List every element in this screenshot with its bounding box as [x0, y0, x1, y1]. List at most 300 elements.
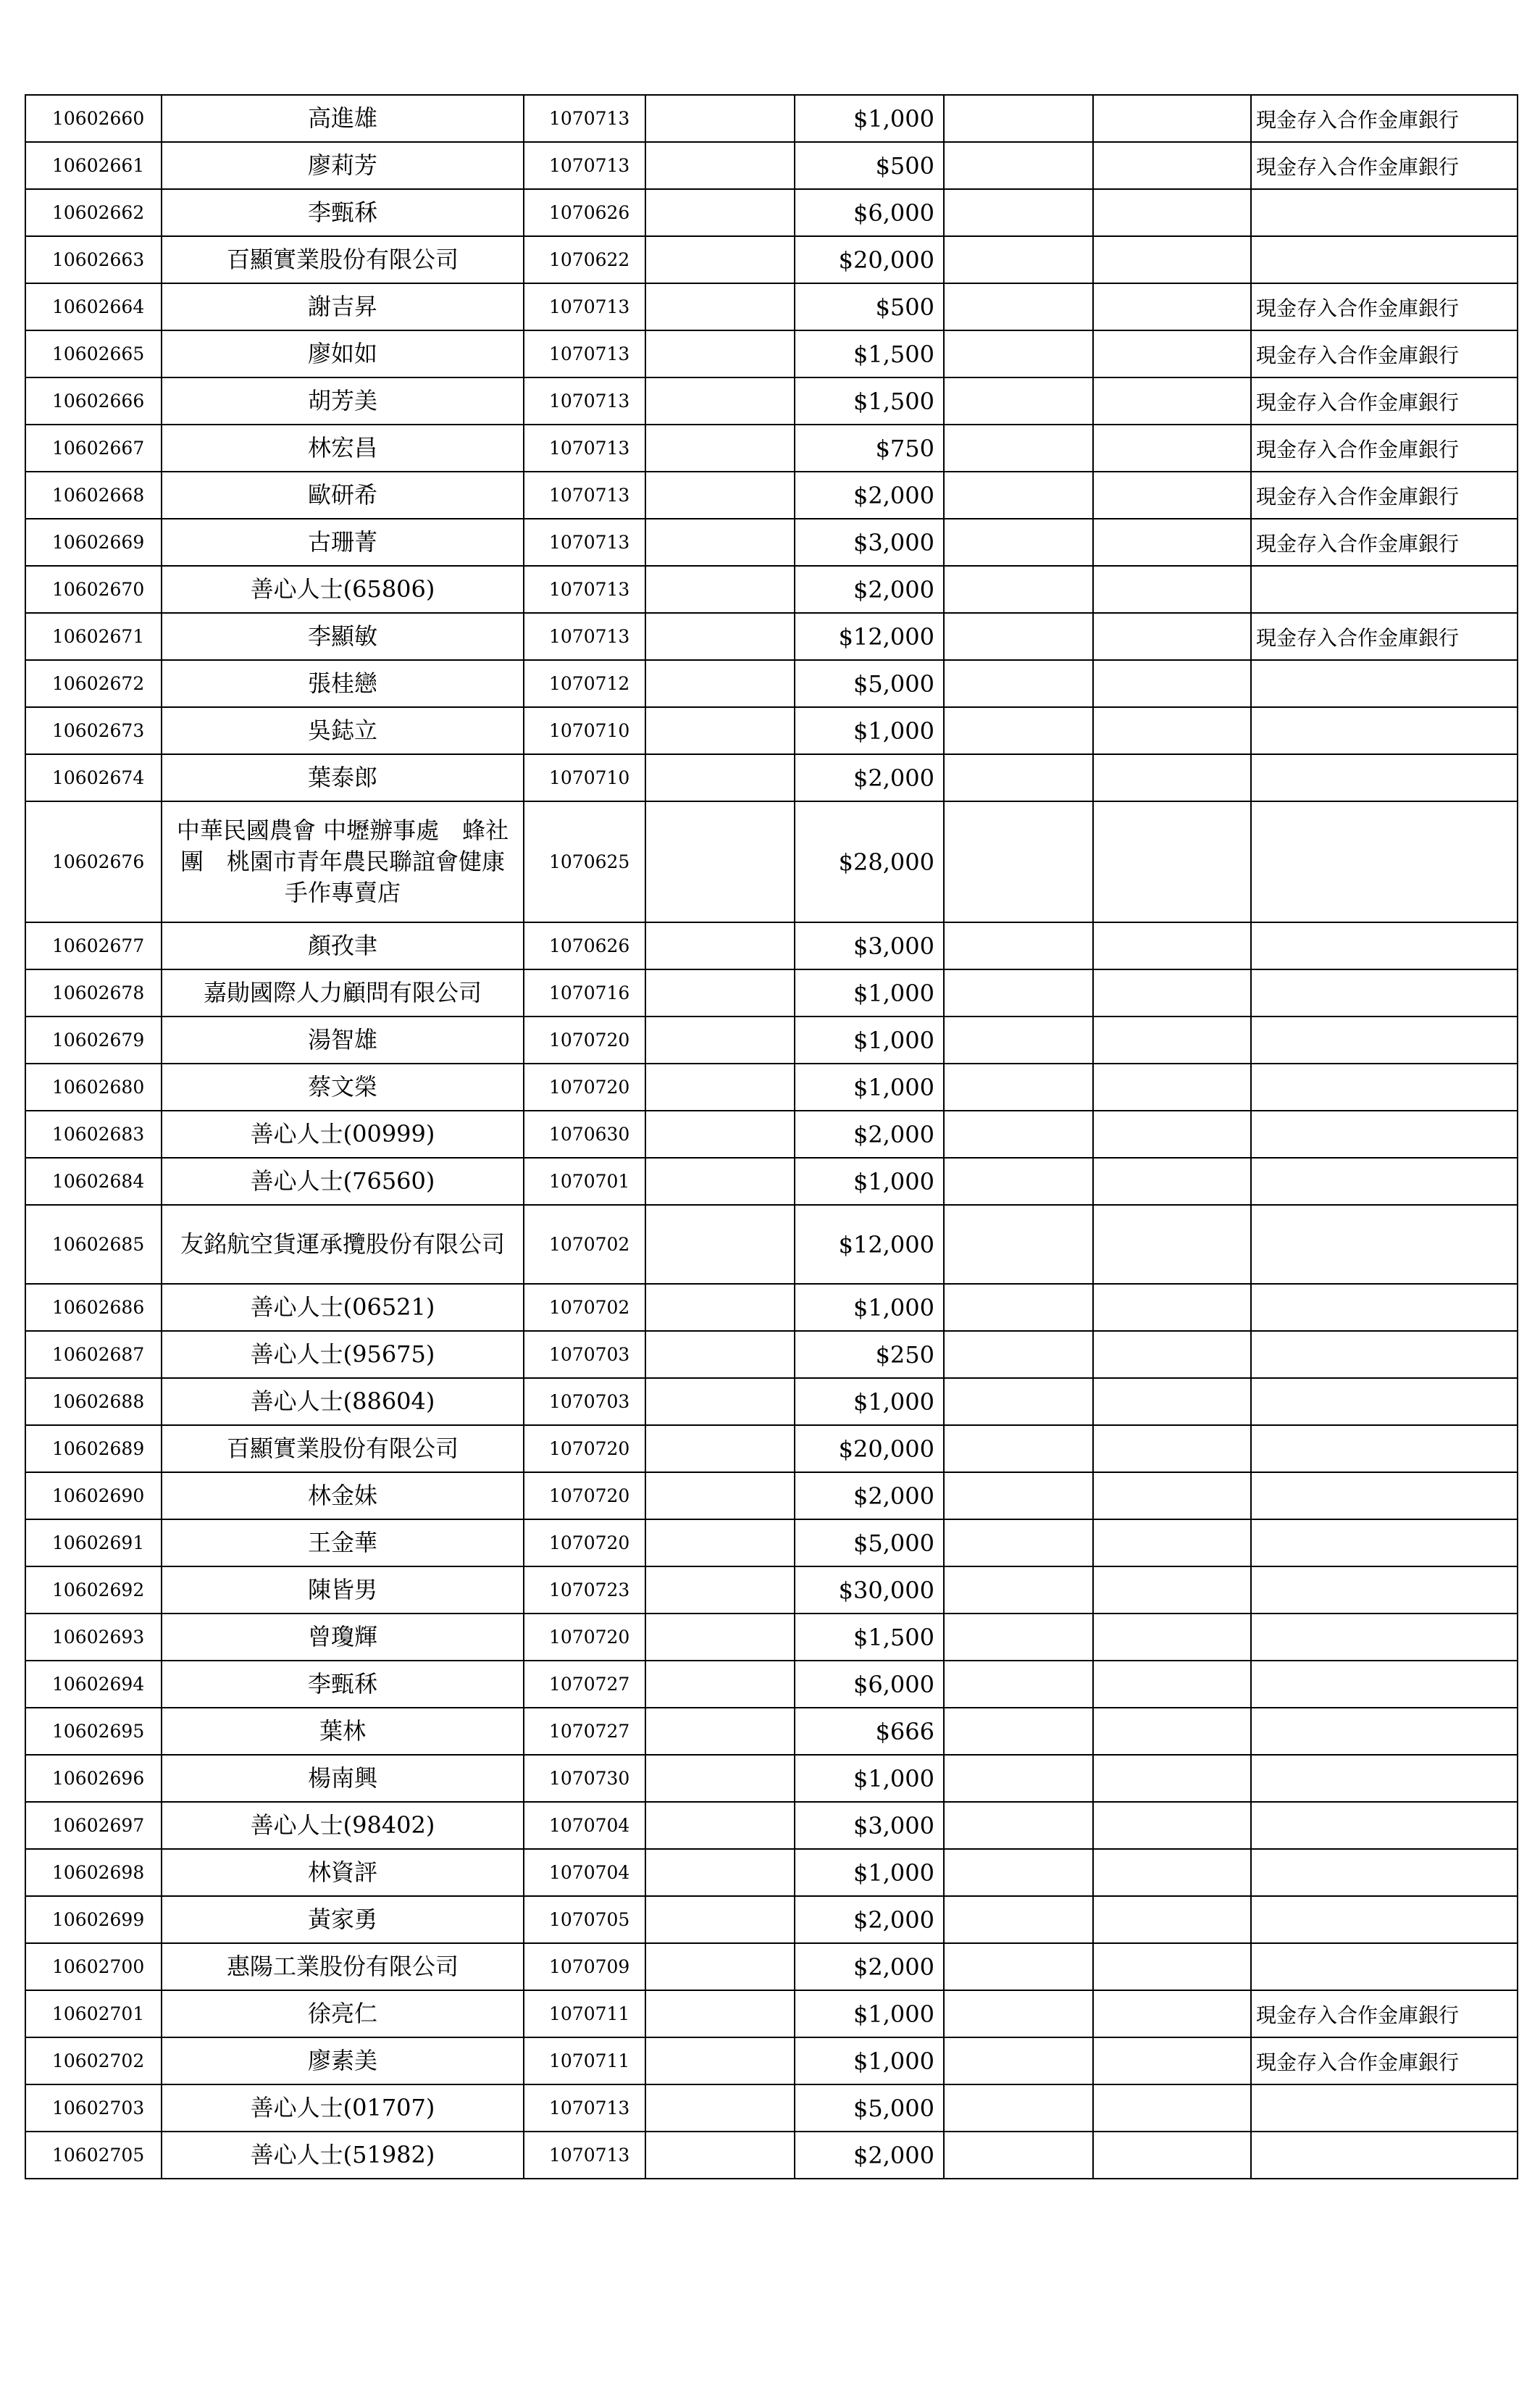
empty-cell: [944, 519, 1093, 566]
donation-amount: $1,000: [795, 1990, 944, 2037]
donation-date: 1070701: [524, 1158, 645, 1205]
receipt-number: 10602699: [25, 1896, 162, 1943]
receipt-number: 10602663: [25, 236, 162, 283]
empty-cell: [1093, 1519, 1251, 1566]
donor-name: 嘉勛國際人力顧問有限公司: [162, 969, 524, 1017]
empty-cell: [645, 1896, 795, 1943]
table-row: [25, 1064, 1518, 1111]
empty-cell: [1093, 1566, 1251, 1614]
payment-note: [1251, 1708, 1518, 1755]
receipt-number: 10602686: [25, 1284, 162, 1331]
empty-cell: [645, 1661, 795, 1708]
empty-cell: [944, 1802, 1093, 1849]
donor-name: 善心人士(00999): [162, 1111, 524, 1158]
donor-name: 李顯敏: [162, 613, 524, 660]
empty-cell: [645, 2132, 795, 2179]
donation-amount: $1,000: [795, 1284, 944, 1331]
empty-cell: [944, 189, 1093, 236]
receipt-number: 10602665: [25, 330, 162, 377]
empty-cell: [1093, 377, 1251, 425]
donation-amount: $2,000: [795, 2132, 944, 2179]
empty-cell: [944, 283, 1093, 330]
empty-cell: [645, 1284, 795, 1331]
donor-name: 廖如如: [162, 330, 524, 377]
empty-cell: [645, 707, 795, 754]
empty-cell: [944, 613, 1093, 660]
empty-cell: [1093, 472, 1251, 519]
empty-cell: [944, 2132, 1093, 2179]
empty-cell: [645, 1990, 795, 2037]
table-row: [25, 142, 1518, 189]
donation-amount: $1,000: [795, 969, 944, 1017]
table-row: [25, 1802, 1518, 1849]
donor-name: 蔡文榮: [162, 1064, 524, 1111]
payment-note: [1251, 1111, 1518, 1158]
table-row: [25, 236, 1518, 283]
empty-cell: [645, 283, 795, 330]
receipt-number: 10602679: [25, 1017, 162, 1064]
empty-cell: [1093, 660, 1251, 707]
empty-cell: [645, 189, 795, 236]
payment-note: [1251, 922, 1518, 969]
donation-date: 1070720: [524, 1425, 645, 1472]
receipt-number: 10602684: [25, 1158, 162, 1205]
donor-name: 善心人士(51982): [162, 2132, 524, 2179]
table-row: [25, 377, 1518, 425]
table-row: [25, 425, 1518, 472]
empty-cell: [1093, 1614, 1251, 1661]
receipt-number: 10602667: [25, 425, 162, 472]
empty-cell: [645, 1205, 795, 1284]
donation-date: 1070626: [524, 922, 645, 969]
payment-note: 現金存入合作金庫銀行: [1251, 472, 1518, 519]
donation-amount: $5,000: [795, 660, 944, 707]
table-row: [25, 283, 1518, 330]
table-row: [25, 1755, 1518, 1802]
empty-cell: [1093, 1205, 1251, 1284]
payment-note: [1251, 1614, 1518, 1661]
table-row: [25, 1017, 1518, 1064]
payment-note: [1251, 1472, 1518, 1519]
receipt-number: 10602693: [25, 1614, 162, 1661]
donation-amount: $6,000: [795, 1661, 944, 1708]
payment-note: [1251, 1158, 1518, 1205]
empty-cell: [1093, 1755, 1251, 1802]
receipt-number: 10602674: [25, 754, 162, 801]
donation-amount: $3,000: [795, 922, 944, 969]
donor-name: 胡芳美: [162, 377, 524, 425]
empty-cell: [1093, 707, 1251, 754]
table-row: [25, 969, 1518, 1017]
receipt-number: 10602680: [25, 1064, 162, 1111]
empty-cell: [645, 613, 795, 660]
empty-cell: [944, 1425, 1093, 1472]
empty-cell: [944, 1849, 1093, 1896]
receipt-number: 10602698: [25, 1849, 162, 1896]
table-row: [25, 1990, 1518, 2037]
payment-note: 現金存入合作金庫銀行: [1251, 1990, 1518, 2037]
receipt-number: 10602703: [25, 2084, 162, 2132]
donation-amount: $6,000: [795, 189, 944, 236]
receipt-number: 10602677: [25, 922, 162, 969]
empty-cell: [944, 142, 1093, 189]
payment-note: [1251, 1425, 1518, 1472]
donation-amount: $250: [795, 1331, 944, 1378]
empty-cell: [1093, 1472, 1251, 1519]
empty-cell: [944, 1519, 1093, 1566]
table-body: [25, 95, 1518, 2179]
empty-cell: [645, 1331, 795, 1378]
donor-name: 善心人士(88604): [162, 1378, 524, 1425]
empty-cell: [645, 566, 795, 613]
donation-amount: $2,000: [795, 472, 944, 519]
receipt-number: 10602692: [25, 1566, 162, 1614]
payment-note: [1251, 801, 1518, 922]
donor-name: 善心人士(65806): [162, 566, 524, 613]
donation-amount: $5,000: [795, 1519, 944, 1566]
donation-amount: $1,500: [795, 1614, 944, 1661]
donation-date: 1070704: [524, 1802, 645, 1849]
payment-note: [1251, 1205, 1518, 1284]
donor-name: 善心人士(01707): [162, 2084, 524, 2132]
empty-cell: [645, 1566, 795, 1614]
donation-amount: $1,000: [795, 1017, 944, 1064]
empty-cell: [944, 922, 1093, 969]
receipt-number: 10602676: [25, 801, 162, 922]
donation-amount: $1,000: [795, 1755, 944, 1802]
payment-note: [1251, 566, 1518, 613]
empty-cell: [645, 425, 795, 472]
empty-cell: [645, 519, 795, 566]
table-row: [25, 1661, 1518, 1708]
empty-cell: [645, 2037, 795, 2084]
empty-cell: [645, 1708, 795, 1755]
empty-cell: [944, 1708, 1093, 1755]
donor-name: 百顯實業股份有限公司: [162, 236, 524, 283]
payment-note: [1251, 1755, 1518, 1802]
table-row: [25, 1425, 1518, 1472]
donation-amount: $12,000: [795, 613, 944, 660]
donation-date: 1070709: [524, 1943, 645, 1990]
table-row: [25, 754, 1518, 801]
empty-cell: [944, 1111, 1093, 1158]
donation-date: 1070713: [524, 519, 645, 566]
donor-name: 黃家勇: [162, 1896, 524, 1943]
donor-name: 廖莉芳: [162, 142, 524, 189]
table-row: [25, 472, 1518, 519]
donation-amount: $750: [795, 425, 944, 472]
donor-name: 王金華: [162, 1519, 524, 1566]
donation-date: 1070705: [524, 1896, 645, 1943]
empty-cell: [645, 1158, 795, 1205]
empty-cell: [944, 95, 1093, 142]
donation-amount: $3,000: [795, 519, 944, 566]
payment-note: 現金存入合作金庫銀行: [1251, 95, 1518, 142]
donation-date: 1070703: [524, 1378, 645, 1425]
receipt-number: 10602705: [25, 2132, 162, 2179]
donation-date: 1070713: [524, 2084, 645, 2132]
donor-name: 林金妹: [162, 1472, 524, 1519]
donation-amount: $2,000: [795, 754, 944, 801]
empty-cell: [645, 922, 795, 969]
empty-cell: [1093, 1017, 1251, 1064]
table-row: [25, 2084, 1518, 2132]
donation-date: 1070711: [524, 2037, 645, 2084]
table-row: [25, 801, 1518, 922]
payment-note: [1251, 969, 1518, 1017]
payment-note: [1251, 1064, 1518, 1111]
donor-name: 李甄秝: [162, 189, 524, 236]
empty-cell: [944, 1205, 1093, 1284]
empty-cell: [645, 660, 795, 707]
donor-name: 林宏昌: [162, 425, 524, 472]
empty-cell: [645, 2084, 795, 2132]
donation-amount: $666: [795, 1708, 944, 1755]
donation-date: 1070727: [524, 1708, 645, 1755]
receipt-number: 10602702: [25, 2037, 162, 2084]
empty-cell: [944, 707, 1093, 754]
donation-date: 1070713: [524, 425, 645, 472]
empty-cell: [944, 566, 1093, 613]
empty-cell: [944, 1331, 1093, 1378]
empty-cell: [1093, 1708, 1251, 1755]
receipt-number: 10602683: [25, 1111, 162, 1158]
empty-cell: [1093, 1111, 1251, 1158]
empty-cell: [944, 1661, 1093, 1708]
empty-cell: [1093, 1943, 1251, 1990]
donation-amount: $500: [795, 283, 944, 330]
donation-amount: $12,000: [795, 1205, 944, 1284]
receipt-number: 10602689: [25, 1425, 162, 1472]
empty-cell: [645, 1064, 795, 1111]
table-row: [25, 566, 1518, 613]
empty-cell: [645, 142, 795, 189]
empty-cell: [1093, 519, 1251, 566]
empty-cell: [1093, 425, 1251, 472]
table-row: [25, 2132, 1518, 2179]
empty-cell: [1093, 2132, 1251, 2179]
empty-cell: [1093, 236, 1251, 283]
donation-date: 1070720: [524, 1519, 645, 1566]
empty-cell: [944, 1284, 1093, 1331]
table-row: [25, 1331, 1518, 1378]
donor-name: 高進雄: [162, 95, 524, 142]
donation-amount: $1,500: [795, 377, 944, 425]
donation-date: 1070703: [524, 1331, 645, 1378]
empty-cell: [1093, 613, 1251, 660]
empty-cell: [645, 1802, 795, 1849]
donation-amount: $2,000: [795, 1896, 944, 1943]
payment-note: [1251, 660, 1518, 707]
empty-cell: [645, 969, 795, 1017]
empty-cell: [944, 1566, 1093, 1614]
empty-cell: [944, 660, 1093, 707]
empty-cell: [944, 1064, 1093, 1111]
payment-note: [1251, 1566, 1518, 1614]
donation-amount: $3,000: [795, 1802, 944, 1849]
empty-cell: [944, 472, 1093, 519]
donation-amount: $2,000: [795, 1111, 944, 1158]
donor-name: 友銘航空貨運承攬股份有限公司: [162, 1205, 524, 1284]
receipt-number: 10602691: [25, 1519, 162, 1566]
donor-name: 顏孜聿: [162, 922, 524, 969]
empty-cell: [944, 2084, 1093, 2132]
donation-amount: $5,000: [795, 2084, 944, 2132]
table-row: [25, 2037, 1518, 2084]
donation-date: 1070625: [524, 801, 645, 922]
donation-amount: $1,000: [795, 1378, 944, 1425]
empty-cell: [645, 95, 795, 142]
donor-name: 廖素美: [162, 2037, 524, 2084]
donor-name: 李甄秝: [162, 1661, 524, 1708]
donor-name: 善心人士(98402): [162, 1802, 524, 1849]
empty-cell: [1093, 1284, 1251, 1331]
empty-cell: [944, 801, 1093, 922]
table-row: [25, 1566, 1518, 1614]
empty-cell: [645, 472, 795, 519]
empty-cell: [1093, 922, 1251, 969]
payment-note: [1251, 1896, 1518, 1943]
donation-date: 1070720: [524, 1472, 645, 1519]
donation-date: 1070713: [524, 142, 645, 189]
payment-note: [1251, 1284, 1518, 1331]
payment-note: 現金存入合作金庫銀行: [1251, 425, 1518, 472]
table-row: [25, 1896, 1518, 1943]
payment-note: [1251, 1943, 1518, 1990]
donation-date: 1070710: [524, 754, 645, 801]
empty-cell: [944, 1378, 1093, 1425]
donation-date: 1070712: [524, 660, 645, 707]
donation-date: 1070720: [524, 1017, 645, 1064]
payment-note: [1251, 1331, 1518, 1378]
donation-date: 1070710: [524, 707, 645, 754]
empty-cell: [1093, 142, 1251, 189]
payment-note: [1251, 236, 1518, 283]
table-row: [25, 1378, 1518, 1425]
empty-cell: [645, 1849, 795, 1896]
donor-name: 徐亮仁: [162, 1990, 524, 2037]
donor-name: 百顯實業股份有限公司: [162, 1425, 524, 1472]
table-row: [25, 1472, 1518, 1519]
empty-cell: [1093, 95, 1251, 142]
table-row: [25, 1205, 1518, 1284]
receipt-number: 10602700: [25, 1943, 162, 1990]
donation-amount: $1,000: [795, 1158, 944, 1205]
donation-date: 1070630: [524, 1111, 645, 1158]
table-row: [25, 1849, 1518, 1896]
donor-name: 曾瓊輝: [162, 1614, 524, 1661]
donation-table: [25, 94, 1518, 2179]
empty-cell: [1093, 330, 1251, 377]
donation-date: 1070704: [524, 1849, 645, 1896]
receipt-number: 10602666: [25, 377, 162, 425]
donor-name: 葉林: [162, 1708, 524, 1755]
empty-cell: [645, 1519, 795, 1566]
donation-date: 1070702: [524, 1205, 645, 1284]
empty-cell: [645, 1755, 795, 1802]
payment-note: [1251, 754, 1518, 801]
receipt-number: 10602697: [25, 1802, 162, 1849]
empty-cell: [645, 801, 795, 922]
empty-cell: [1093, 189, 1251, 236]
empty-cell: [944, 1614, 1093, 1661]
empty-cell: [1093, 754, 1251, 801]
donor-name: 古珊菁: [162, 519, 524, 566]
payment-note: 現金存入合作金庫銀行: [1251, 613, 1518, 660]
empty-cell: [645, 377, 795, 425]
payment-note: 現金存入合作金庫銀行: [1251, 330, 1518, 377]
empty-cell: [944, 330, 1093, 377]
donation-amount: $1,000: [795, 707, 944, 754]
donor-name: 陳皆男: [162, 1566, 524, 1614]
empty-cell: [1093, 2037, 1251, 2084]
donation-amount: $1,000: [795, 1849, 944, 1896]
empty-cell: [645, 236, 795, 283]
empty-cell: [645, 1378, 795, 1425]
donor-name: 張桂戀: [162, 660, 524, 707]
table-row: [25, 95, 1518, 142]
empty-cell: [645, 1943, 795, 1990]
donation-amount: $2,000: [795, 1943, 944, 1990]
empty-cell: [944, 236, 1093, 283]
empty-cell: [1093, 1425, 1251, 1472]
table-row: [25, 1614, 1518, 1661]
empty-cell: [1093, 283, 1251, 330]
donation-date: 1070713: [524, 377, 645, 425]
receipt-number: 10602672: [25, 660, 162, 707]
donation-date: 1070711: [524, 1990, 645, 2037]
payment-note: [1251, 1849, 1518, 1896]
table-row: [25, 1708, 1518, 1755]
receipt-number: 10602701: [25, 1990, 162, 2037]
receipt-number: 10602694: [25, 1661, 162, 1708]
donor-name: 中華民國農會 中壢辦事處 蜂社團 桃園市青年農民聯誼會健康手作專賣店: [162, 801, 524, 922]
receipt-number: 10602673: [25, 707, 162, 754]
empty-cell: [944, 1472, 1093, 1519]
receipt-number: 10602685: [25, 1205, 162, 1284]
donation-amount: $1,000: [795, 95, 944, 142]
empty-cell: [944, 1943, 1093, 1990]
donor-name: 善心人士(95675): [162, 1331, 524, 1378]
table-row: [25, 519, 1518, 566]
table-row: [25, 922, 1518, 969]
payment-note: 現金存入合作金庫銀行: [1251, 2037, 1518, 2084]
donation-date: 1070702: [524, 1284, 645, 1331]
donation-amount: $30,000: [795, 1566, 944, 1614]
empty-cell: [1093, 1661, 1251, 1708]
receipt-number: 10602668: [25, 472, 162, 519]
payment-note: [1251, 189, 1518, 236]
donation-date: 1070713: [524, 613, 645, 660]
donor-name: 葉泰郎: [162, 754, 524, 801]
payment-note: [1251, 2132, 1518, 2179]
donation-date: 1070720: [524, 1064, 645, 1111]
donation-date: 1070723: [524, 1566, 645, 1614]
receipt-number: 10602670: [25, 566, 162, 613]
receipt-number: 10602664: [25, 283, 162, 330]
empty-cell: [645, 1111, 795, 1158]
receipt-number: 10602662: [25, 189, 162, 236]
receipt-number: 10602671: [25, 613, 162, 660]
donation-date: 1070720: [524, 1614, 645, 1661]
donation-amount: $20,000: [795, 236, 944, 283]
empty-cell: [645, 1472, 795, 1519]
donation-date: 1070713: [524, 2132, 645, 2179]
empty-cell: [944, 969, 1093, 1017]
payment-note: 現金存入合作金庫銀行: [1251, 519, 1518, 566]
empty-cell: [1093, 2084, 1251, 2132]
donation-date: 1070716: [524, 969, 645, 1017]
